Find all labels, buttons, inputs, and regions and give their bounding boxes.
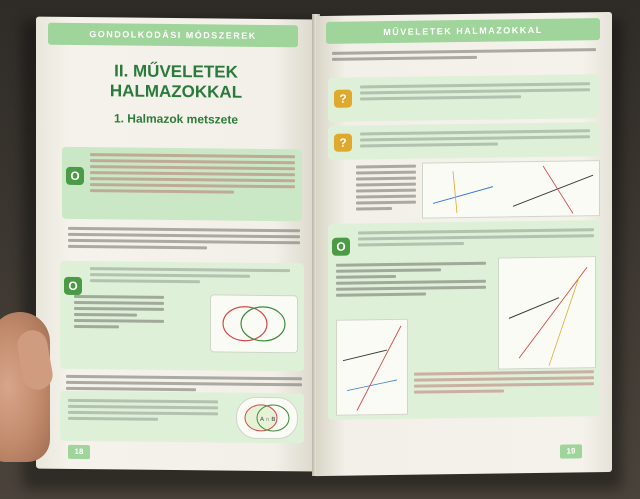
intro-box	[62, 147, 302, 222]
exercise-notes	[414, 370, 594, 397]
question-badge-1: ?	[334, 90, 352, 108]
question-badge-2: ?	[334, 134, 352, 152]
left-page-banner: GONDOLKODÁSI MÓDSZEREK	[48, 23, 298, 48]
question-text-2	[360, 129, 590, 150]
exercise-box	[328, 220, 600, 420]
o-badge: O	[66, 167, 84, 185]
intro-text	[90, 153, 295, 197]
geometry-figure-1	[422, 160, 600, 218]
venn-figure	[210, 294, 298, 353]
line-construction-1	[423, 161, 599, 217]
body-paragraph	[68, 227, 300, 253]
venn-label: A ∩ B	[260, 416, 276, 424]
line-construction-3	[337, 320, 407, 415]
right-intro-text	[332, 48, 596, 64]
intersection-figure	[236, 397, 298, 440]
exercise-steps	[336, 262, 486, 300]
definition-text	[68, 399, 218, 425]
chapter-title	[66, 61, 286, 103]
right-page-number: 19	[560, 444, 582, 458]
example-text	[90, 267, 290, 287]
left-page-number: 18	[68, 445, 90, 459]
example-box	[60, 261, 304, 372]
margin-text	[356, 165, 416, 214]
question-box-1	[328, 74, 600, 122]
venn-diagram	[211, 295, 297, 352]
o-badge-right: O	[332, 238, 350, 256]
section-title: 1. Halmazok metszete	[113, 111, 239, 127]
definition-box	[60, 391, 304, 444]
o-badge-example: O	[64, 277, 82, 295]
exercise-text	[358, 228, 594, 249]
geometry-figure-2	[498, 256, 596, 369]
geometry-figure-3	[336, 319, 408, 416]
question-box-2	[328, 122, 600, 160]
question-text-1	[360, 82, 590, 103]
line-construction-2	[499, 257, 595, 368]
intersection-diagram	[237, 398, 297, 439]
set-notation	[74, 295, 164, 332]
right-page-banner: MŰVELETEK HALMAZOKKAL	[326, 18, 600, 44]
left-page	[36, 17, 316, 472]
chapter-title-line2: HALMAZOKKAL	[109, 81, 243, 102]
chapter-title-line1: II. MŰVELETEK	[114, 61, 238, 82]
right-page	[316, 12, 612, 476]
